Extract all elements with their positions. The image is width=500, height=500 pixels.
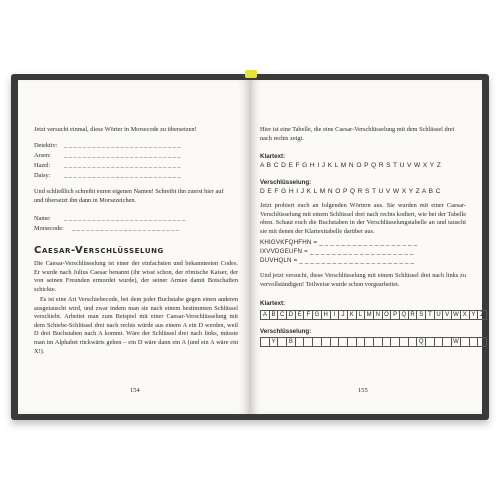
verschluesselung-cell[interactable]	[383, 337, 392, 347]
right-para-2: Und jetzt versucht, diese Verschlüsselung mit einem Schlüssel drei nach links zu vervollständigen! Teilweise wurde schon vorgearbeitet.	[260, 272, 466, 288]
word-blank: _ _ _ _ _ _ _ _ _ _ _ _ _ _ _ _ _ _ _ _ _ _ _ _ _	[64, 172, 181, 179]
verschluesselung-cell: W	[452, 337, 461, 347]
verschluesselung-cell[interactable]	[296, 337, 305, 347]
verschluesselung-cell[interactable]	[435, 337, 444, 347]
cipher-line-2: IXVVDGEUFN = _ _ _ _ _ _ _ _ _ _ _ _ _ _ _ _ _ _ _	[260, 248, 414, 255]
klartext-cell: L	[357, 310, 366, 320]
klartext-cell: R	[409, 310, 418, 320]
word-label: Daisy:	[34, 172, 51, 179]
verschluesselung-cell[interactable]	[339, 337, 348, 347]
klartext-cell: I	[331, 310, 340, 320]
klartext-cell: B	[270, 310, 279, 320]
verschluesselung-cell[interactable]	[374, 337, 383, 347]
verschluesselung-table	[260, 337, 487, 347]
verschluesselung-cell: Q	[417, 337, 426, 347]
verschluesselung-cell[interactable]	[331, 337, 340, 347]
verschluesselung-cell[interactable]	[426, 337, 435, 347]
morsecode-label: Morsecode:	[34, 225, 64, 232]
verschluesselung-cell[interactable]	[260, 337, 270, 347]
klartext-label: Klartext:	[260, 153, 286, 160]
verschluesselung-cell[interactable]	[313, 337, 322, 347]
klartext-alphabet: A B C D E F G H I J K L M N O P Q R S T U V W X Y Z	[260, 162, 442, 169]
verschluesselung-label: Verschlüsselung:	[260, 179, 312, 186]
word-blank: _ _ _ _ _ _ _ _ _ _ _ _ _ _ _ _ _ _ _ _ _ _ _ _ _	[64, 152, 181, 159]
section-heading: Caesar-Verschlüsselung	[34, 245, 164, 256]
verschluesselung-cell[interactable]	[478, 337, 487, 347]
klartext-cell: A	[260, 310, 270, 320]
right-para-1: Jetzt probiert euch an folgenden Wörtern aus. Sie wurden mit einer Caesar-Verschlüsselung mit einem Schlüssel drei nach rechts kodiert, wie bei der Tabelle oben. Schaut euch die Buchstaben in der Verschlüsselungstabelle an und tauscht sie mit denen der Klartexttabelle darüber aus.	[260, 202, 466, 235]
klartext-cell: W	[452, 310, 461, 320]
klartext-cell: X	[461, 310, 470, 320]
verschluesselung-cell[interactable]	[322, 337, 331, 347]
word-label: Arsen:	[34, 152, 51, 159]
name-row	[34, 214, 185, 224]
klartext-cell: Z	[478, 310, 487, 320]
verschluesselung-cell[interactable]	[400, 337, 409, 347]
word-blank: _ _ _ _ _ _ _ _ _ _ _ _ _ _ _ _ _ _ _ _ _ _ _ _ _	[64, 142, 181, 149]
verschluesselung-cell: Y	[270, 337, 279, 347]
word-row-arsen	[34, 151, 181, 161]
word-blank: _ _ _ _ _ _ _ _ _ _ _ _ _ _ _ _ _ _ _ _ _ _ _ _ _	[64, 162, 181, 169]
verschluesselung-cell[interactable]	[443, 337, 452, 347]
klartext-cell: S	[417, 310, 426, 320]
klartext-cell: Q	[400, 310, 409, 320]
klartext-cell: O	[383, 310, 392, 320]
word-row-daisy	[34, 171, 181, 181]
verschluesselung-cell[interactable]	[365, 337, 374, 347]
cipher-line-1: KHIGVKFQHFHN = _ _ _ _ _ _ _ _ _ _ _ _ _ _ _ _ _ _	[260, 239, 418, 246]
klartext-cell: H	[322, 310, 331, 320]
morsecode-blank: _ _ _ _ _ _ _ _ _ _ _ _ _ _ _ _ _ _ _ _ _ _ _	[72, 225, 180, 232]
klartext-cell: V	[443, 310, 452, 320]
klartext2-label: Klartext:	[260, 300, 286, 307]
klartext-cell: U	[435, 310, 444, 320]
klartext-table	[260, 310, 487, 320]
klartext-cell: C	[278, 310, 287, 320]
cipher-line-3: DUVHQLN = _ _ _ _ _ _ _ _ _ _ _ _ _ _ _ _ _ _ _ _ _	[260, 257, 415, 264]
word-label: Detektiv:	[34, 142, 58, 149]
page-number-right: 155	[358, 387, 368, 394]
klartext-cell: J	[339, 310, 348, 320]
verschluesselung-cell[interactable]	[461, 337, 470, 347]
klartext-cell: D	[287, 310, 296, 320]
left-page	[18, 80, 250, 414]
klartext-cell: F	[304, 310, 313, 320]
klartext-cell: E	[296, 310, 305, 320]
verschluesselung-cell[interactable]	[304, 337, 313, 347]
verschluesselung2-label: Verschlüsselung:	[260, 328, 312, 335]
klartext-cell: Y	[470, 310, 479, 320]
name-label: Name:	[34, 215, 51, 222]
verschluesselung-cell[interactable]	[357, 337, 366, 347]
left-para-1: Die Caesar-Verschlüsselung ist einer der einfachsten und bekanntesten Codes. Er wurde nach Julius Caesar benannt (ihr wisst schon, der römische Kaiser, der von seinen Freunden ermordet wurde), der seiner Armee damit Botschaften schickte.	[34, 260, 238, 293]
word-row-detektiv	[34, 141, 181, 151]
verschluesselung-cell: B	[287, 337, 296, 347]
klartext-cell: M	[365, 310, 374, 320]
klartext-cell: T	[426, 310, 435, 320]
name-prompt: Und schließlich schreibt euren eigenen Namen! Schreibt ihn zuerst hier auf und übersetzt ihn dann in Morsezeichen.	[34, 188, 224, 204]
klartext-cell: K	[348, 310, 357, 320]
left-para-2: Es ist eine Art Verschiebecode, bei dem jeder Buchstabe gegen einen anderen ausgetauscht wird, und zwar indem man sie nach einem bestimmten Schlüssel verschiebt. Arbeitet man zum Beispiel mit einer Caesar-Verschlüsselung mit dem Schiebe-Schlüssel drei nach rechts würde aus einem A ein D werden, weil D drei Buchstaben nach A kommt. Wäre der Schlüssel drei nach links, müsste man im Alphabet rückwärts gehen – ein D wäre dann ein A (und ein A wäre ein X!).	[34, 296, 238, 355]
word-row-hazel	[34, 161, 181, 171]
bookmark-ribbon	[245, 70, 257, 78]
left-intro: Jetzt versucht einmal, diese Wörter in Morsecode zu übersetzen!	[34, 126, 197, 133]
right-page	[250, 80, 482, 414]
klartext-cell: N	[374, 310, 383, 320]
klartext-cell: G	[313, 310, 322, 320]
verschluesselung-cell[interactable]	[470, 337, 479, 347]
verschluesselung-cell[interactable]	[278, 337, 287, 347]
page-number-left: 154	[130, 387, 140, 394]
morsecode-row	[34, 224, 179, 234]
verschluesselung-cell[interactable]	[409, 337, 418, 347]
klartext-cell: P	[391, 310, 400, 320]
name-blank: _ _ _ _ _ _ _ _ _ _ _ _ _ _ _ _ _ _ _ _ _ _ _ _ _ _	[64, 215, 186, 222]
verschluesselung-cell[interactable]	[348, 337, 357, 347]
right-intro: Hier ist eine Tabelle, die eine Caesar-Verschlüsselung mit dem Schlüssel drei nach rechts zeigt.	[260, 126, 455, 142]
verschluesselung-alphabet: D E F G H I J K L M N O P Q R S T U V W X Y Z A B C	[260, 188, 441, 195]
verschluesselung-cell[interactable]	[391, 337, 400, 347]
word-label: Hazel:	[34, 162, 51, 169]
